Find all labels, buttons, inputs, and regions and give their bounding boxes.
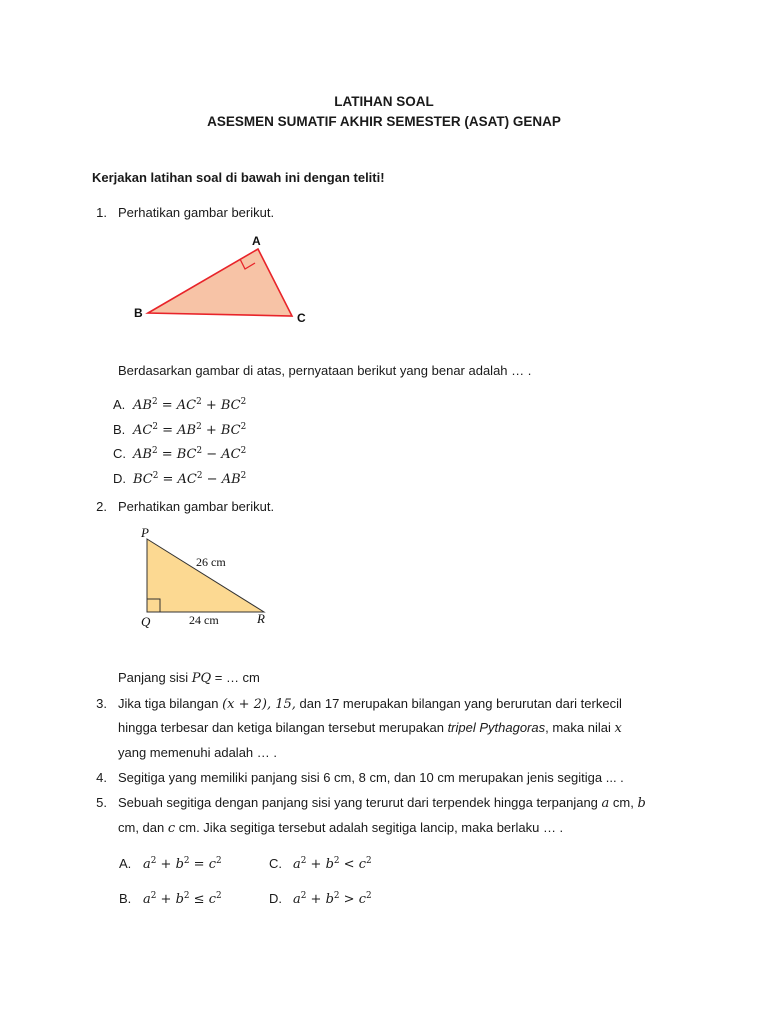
instruction: Kerjakan latihan soal di bawah ini dengan teliti! [92, 170, 385, 185]
q3-line3: yang memenuhi adalah … . [118, 745, 277, 760]
q2-label-r: R [257, 611, 265, 626]
q5-option-letter: A. [119, 856, 132, 871]
var-a: a [293, 892, 301, 907]
q2-number: 2. [96, 499, 107, 514]
q3-line1 [118, 696, 622, 712]
exponent: 2 [215, 856, 222, 867]
page-subtitle: ASESMEN SUMATIF AKHIR SEMESTER (ASAT) GENAP [207, 114, 561, 129]
q5-line1-pre: Sebuah segitiga dengan panjang sisi yang terurut dari terpendek hingga terpanjang [118, 795, 602, 810]
exponent: 2 [151, 397, 158, 408]
q5-option[interactable] [119, 856, 222, 872]
operator: = [157, 447, 177, 462]
var-c: c [358, 892, 366, 907]
q1-option-letter: B. [113, 422, 126, 437]
operator: − [202, 447, 222, 462]
exponent: 2 [300, 891, 307, 902]
exponent: 2 [183, 891, 190, 902]
q5-option-inequality [293, 857, 372, 872]
operator: + [306, 857, 326, 872]
q5-option-inequality [293, 892, 372, 907]
var-b: b [325, 892, 334, 907]
q2-label-p: P [141, 525, 149, 540]
q1-text: Perhatikan gambar berikut. [118, 205, 275, 220]
q1-label-c: C [297, 311, 306, 325]
q5-var-b: b [637, 796, 646, 811]
term-2: BC [220, 398, 241, 413]
q3-line2 [118, 720, 622, 736]
operator: = [157, 423, 178, 438]
q1-prompt: Berdasarkan gambar di atas, pernyataan berikut yang benar adalah … . [118, 363, 532, 378]
operator: + [306, 892, 326, 907]
exponent: 2 [240, 397, 247, 408]
operator: + [201, 423, 221, 438]
q2-prompt-pre: Panjang sisi [118, 670, 192, 685]
q5-line2-post: cm. Jika segitiga tersebut adalah segitiga lancip, maka berlaku … . [175, 820, 564, 835]
term-2: AC [221, 447, 241, 462]
q5-var-c: c [167, 821, 176, 836]
exponent: 2 [150, 891, 157, 902]
term-1: AB [177, 423, 197, 438]
operator: = [158, 472, 178, 487]
q4-number: 4. [96, 770, 107, 785]
exponent: 2 [151, 446, 158, 457]
var-a: a [143, 857, 151, 872]
var-c: c [208, 892, 216, 907]
exponent: 2 [183, 856, 190, 867]
exponent: 2 [150, 856, 157, 867]
term-1: BC [176, 447, 197, 462]
exponent: 2 [196, 446, 203, 457]
relation: = [189, 857, 209, 872]
operator: − [202, 472, 222, 487]
term-lhs: AB [133, 398, 152, 413]
exponent: 2 [196, 422, 202, 433]
exponent: 2 [300, 856, 307, 867]
q5-var-a: a [601, 796, 610, 811]
q1-option-letter: C. [113, 446, 126, 461]
q3-line2-em: tripel Pythagoras [447, 720, 546, 735]
var-c: c [208, 857, 216, 872]
exponent: 2 [240, 446, 247, 457]
exponent: 2 [152, 422, 158, 433]
q2-prompt-var: PQ [191, 671, 212, 686]
exponent: 2 [196, 471, 203, 482]
q1-option-letter: D. [113, 471, 126, 486]
term-2: BC [220, 423, 241, 438]
page-title: LATIHAN SOAL [334, 94, 434, 109]
exponent: 2 [240, 422, 247, 433]
q5-option-letter: D. [269, 891, 282, 906]
operator: + [156, 892, 176, 907]
exponent: 2 [196, 397, 202, 408]
q5-option-inequality [143, 892, 222, 907]
q1-number: 1. [96, 205, 107, 220]
term-1: AC [177, 472, 197, 487]
q3-line1-pre: Jika tiga bilangan [118, 696, 223, 711]
q5-option[interactable] [269, 856, 372, 872]
q2-label-q: Q [141, 614, 151, 629]
q4-text: Segitiga yang memiliki panjang sisi 6 cm, 8 cm, dan 10 cm merupakan jenis segitiga ... . [118, 770, 624, 785]
q3-number: 3. [96, 696, 107, 711]
relation: ≤ [189, 892, 209, 907]
q3-line1-post: dan 17 merupakan bilangan yang berurutan dari terkecil [295, 696, 622, 711]
q3-line2-post: , maka nilai [545, 720, 615, 735]
relation: > [339, 892, 359, 907]
var-a: a [293, 857, 301, 872]
q3-line2-var: x [614, 721, 622, 736]
q3-line1-math: (x + 2), 15, [222, 697, 296, 712]
exponent: 2 [240, 471, 247, 482]
var-a: a [143, 892, 151, 907]
q5-option-letter: C. [269, 856, 282, 871]
q1-label-a: A [252, 234, 261, 248]
q5-number: 5. [96, 795, 107, 810]
q2-prompt-post: = … cm [211, 670, 260, 685]
q2-base-label: 24 cm [189, 613, 219, 627]
operator: + [156, 857, 176, 872]
exponent: 2 [333, 891, 340, 902]
q2-prompt [118, 670, 260, 686]
q5-option-letter: B. [119, 891, 132, 906]
term-lhs: AC [133, 423, 153, 438]
var-b: b [175, 892, 184, 907]
q5-option-inequality [143, 857, 222, 872]
var-b: b [325, 857, 334, 872]
q5-option[interactable] [269, 891, 372, 907]
q5-line1-mid: cm, [609, 795, 638, 810]
q1-label-b: B [134, 306, 143, 320]
exponent: 2 [333, 856, 340, 867]
term-2: AB [221, 472, 241, 487]
q5-line2-pre: cm, dan [118, 820, 168, 835]
q1-option-letter: A. [113, 397, 126, 412]
term-lhs: AB [133, 447, 152, 462]
exponent: 2 [152, 471, 159, 482]
q3-line2-pre: hingga terbesar dan ketiga bilangan tersebut merupakan [118, 720, 448, 735]
q2-hypotenuse-label: 26 cm [196, 555, 226, 569]
term-lhs: BC [133, 472, 153, 487]
exponent: 2 [365, 856, 372, 867]
operator: = [157, 398, 177, 413]
q2-triangle [147, 539, 264, 612]
exponent: 2 [365, 891, 372, 902]
term-1: AC [176, 398, 197, 413]
var-b: b [175, 857, 184, 872]
var-c: c [358, 857, 366, 872]
q2-text: Perhatikan gambar berikut. [118, 499, 275, 514]
q5-option[interactable] [119, 891, 222, 907]
exponent: 2 [215, 891, 222, 902]
q5-line2 [118, 820, 563, 836]
q5-line1 [118, 795, 646, 811]
relation: < [339, 857, 359, 872]
operator: + [201, 398, 221, 413]
